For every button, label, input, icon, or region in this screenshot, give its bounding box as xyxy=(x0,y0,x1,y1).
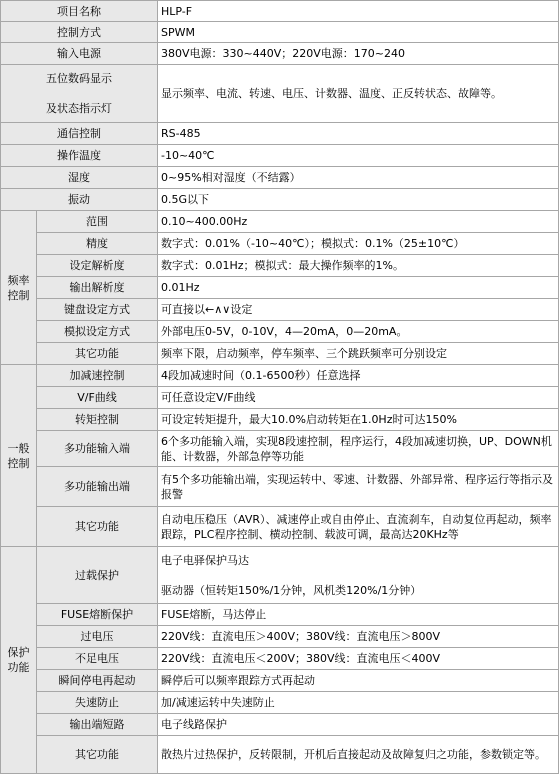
table-row xyxy=(1,299,559,321)
spec-label: 精度 xyxy=(37,233,158,255)
table-row xyxy=(1,65,559,123)
spec-value: 散热片过热保护，反转限制，开机后直接起动及故障复归之功能，参数锁定等。 xyxy=(158,736,559,774)
table-row xyxy=(1,211,559,233)
spec-value: 加/减速运转中失速防止 xyxy=(158,692,559,714)
spec-value: 自动电压稳压（AVR）、减速停止或自由停止、直流刹车，自动复位再起动，频率跟踪，PLC程序控制、横动控制、载波可调，最高达20KHz等 xyxy=(158,507,559,547)
spec-value: 4段加减速时间（0.1-6500秒）任意选择 xyxy=(158,365,559,387)
table-row xyxy=(1,145,559,167)
spec-label: 范围 xyxy=(37,211,158,233)
spec-label: 多功能输入端 xyxy=(37,431,158,467)
spec-value: 0.5G以下 xyxy=(158,189,559,211)
table-row xyxy=(1,22,559,43)
spec-value: 瞬停后可以频率跟踪方式再起动 xyxy=(158,670,559,692)
spec-label: 操作温度 xyxy=(1,145,158,167)
spec-label: 输入电源 xyxy=(1,43,158,65)
spec-value: 有5个多功能输出端，实现运转中、零速、计数器、外部异常、程序运行等指示及报警 xyxy=(158,467,559,507)
table-row xyxy=(1,467,559,507)
table-row xyxy=(1,123,559,145)
spec-value: SPWM xyxy=(158,22,559,43)
table-row xyxy=(1,233,559,255)
spec-label: 过电压 xyxy=(37,626,158,648)
spec-label: 转矩控制 xyxy=(37,409,158,431)
spec-value: 0.01Hz xyxy=(158,277,559,299)
spec-value: 380V电源：330~440V；220V电源：170~240 xyxy=(158,43,559,65)
spec-value: 0.10~400.00Hz xyxy=(158,211,559,233)
spec-label: 项目名称 xyxy=(1,1,158,22)
spec-value: 可设定转矩提升，最大10.0%启动转矩在1.0Hz时可达150% xyxy=(158,409,559,431)
table-row xyxy=(1,365,559,387)
spec-label: 模拟设定方式 xyxy=(37,321,158,343)
table-row xyxy=(1,431,559,467)
table-row xyxy=(1,387,559,409)
spec-label: 不足电压 xyxy=(37,648,158,670)
group-label-protection: 保护 功能 xyxy=(1,547,37,774)
spec-label: 过载保护 xyxy=(37,547,158,604)
spec-label: 输出解析度 xyxy=(37,277,158,299)
spec-label: 其它功能 xyxy=(37,507,158,547)
spec-label: 振动 xyxy=(1,189,158,211)
spec-value: 电子线路保护 xyxy=(158,714,559,736)
spec-label: 输出端短路 xyxy=(37,714,158,736)
table-row xyxy=(1,343,559,365)
table-row xyxy=(1,507,559,547)
spec-label: 其它功能 xyxy=(37,736,158,774)
spec-label: 其它功能 xyxy=(37,343,158,365)
spec-label: 失速防止 xyxy=(37,692,158,714)
spec-value: 数字式：0.01%（-10~40℃）；模拟式：0.1%（25±10℃） xyxy=(158,233,559,255)
spec-value: HLP-F xyxy=(158,1,559,22)
spec-value: FUSE熔断，马达停止 xyxy=(158,604,559,626)
table-row xyxy=(1,648,559,670)
spec-value: 电子电驿保护马达 驱动器（恒转矩150%/1分钟，风机类120%/1分钟） xyxy=(158,547,559,604)
spec-value: 显示频率、电流、转速、电压、计数器、温度、正反转状态、故障等。 xyxy=(158,65,559,123)
table-row xyxy=(1,1,559,22)
spec-label: 多功能输出端 xyxy=(37,467,158,507)
table-row xyxy=(1,409,559,431)
table-row xyxy=(1,321,559,343)
spec-label: 设定解析度 xyxy=(37,255,158,277)
spec-value: 外部电压0-5V，0-10V，4—20mA，0—20mA。 xyxy=(158,321,559,343)
table-row xyxy=(1,670,559,692)
spec-label: 加减速控制 xyxy=(37,365,158,387)
spec-label: FUSE熔断保护 xyxy=(37,604,158,626)
spec-value: 6个多功能输入端，实现8段速控制，程序运行，4段加减速切换，UP、DOWN机能、计数器，外部急停等功能 xyxy=(158,431,559,467)
spec-value: 0~95%相对湿度（不结露） xyxy=(158,167,559,189)
table-row xyxy=(1,167,559,189)
table-row xyxy=(1,714,559,736)
spec-label: 瞬间停电再起动 xyxy=(37,670,158,692)
table-row xyxy=(1,626,559,648)
table-row xyxy=(1,255,559,277)
spec-value: 数字式：0.01Hz；模拟式：最大操作频率的1%。 xyxy=(158,255,559,277)
spec-value: 频率下限，启动频率，停车频率、三个跳跃频率可分别设定 xyxy=(158,343,559,365)
table-row xyxy=(1,604,559,626)
table-row xyxy=(1,43,559,65)
spec-label: 键盘设定方式 xyxy=(37,299,158,321)
table-row xyxy=(1,547,559,604)
spec-value: 220V线：直流电压＞400V；380V线：直流电压＞800V xyxy=(158,626,559,648)
spec-label: 通信控制 xyxy=(1,123,158,145)
table-row xyxy=(1,692,559,714)
spec-value: RS-485 xyxy=(158,123,559,145)
table-row xyxy=(1,736,559,774)
group-label-general: 一般 控制 xyxy=(1,365,37,547)
spec-label: V/F曲线 xyxy=(37,387,158,409)
group-label-frequency: 频率 控制 xyxy=(1,211,37,365)
spec-label: 五位数码显示 及状态指示灯 xyxy=(1,65,158,123)
spec-label: 控制方式 xyxy=(1,22,158,43)
table-row xyxy=(1,189,559,211)
spec-value: 220V线：直流电压＜200V；380V线：直流电压＜400V xyxy=(158,648,559,670)
spec-value: -10~40℃ xyxy=(158,145,559,167)
table-row xyxy=(1,277,559,299)
spec-label: 湿度 xyxy=(1,167,158,189)
spec-value: 可任意设定V/F曲线 xyxy=(158,387,559,409)
spec-value: 可直接以←∧∨设定 xyxy=(158,299,559,321)
